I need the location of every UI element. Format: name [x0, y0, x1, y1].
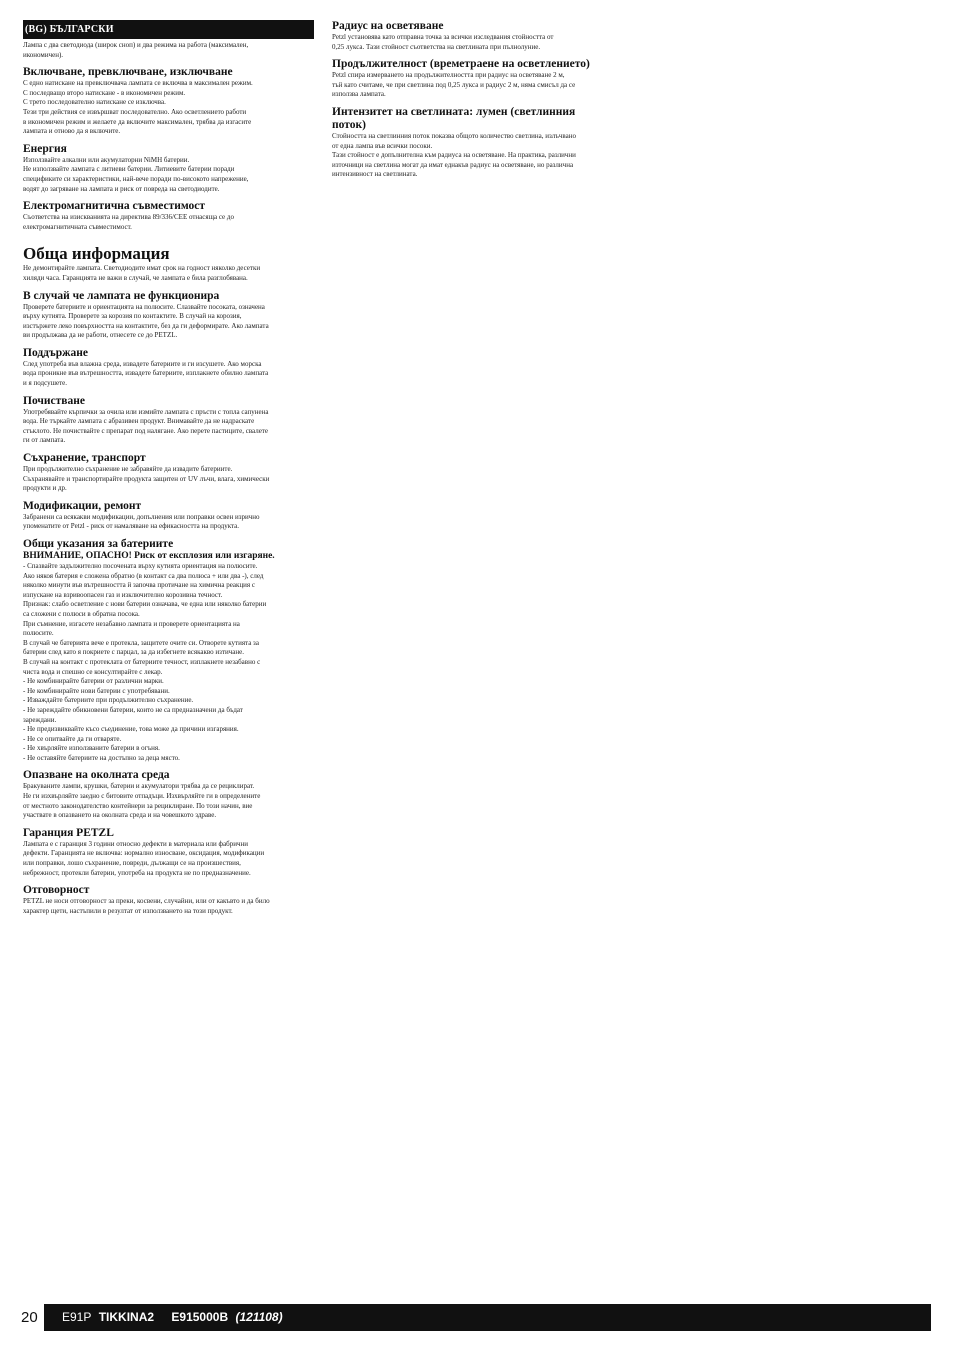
section-text-line: Проверете батериите и ориентацията на полюсите. Слазвайте посоката, означена	[23, 302, 265, 311]
section	[23, 452, 314, 494]
section-text-line: Не използвайте лампата с литиеви батерии. Литиевите батерии поради	[23, 165, 235, 174]
section-text-line: 0,25 лукса. Тази стойност съответства на светлината при пълнолуние.	[332, 42, 541, 51]
section-text-line: небрежност, протекли батерии, употреба на продукта не по предназначение.	[23, 868, 251, 877]
section-heading: Почистване	[23, 394, 85, 407]
product-model: TIKKINA2	[98, 1310, 155, 1324]
section-text-line: и я подсушете.	[23, 379, 67, 388]
section-heading: В случай че лампата не функционира	[23, 289, 220, 302]
section-heading: Съхранение, транспорт	[23, 452, 146, 465]
battery-text-line: В случай че батерията вече е протекла, защитете очите си. Отворете кутията за	[23, 638, 259, 647]
language-label: (BG) БЪЛГАРСКИ	[23, 20, 314, 39]
section-text-line: Употребявайте кърпички за очила или измийте лампата с пръсти с топла сапунена	[23, 407, 269, 416]
section-heading: Гаранция PETZL	[23, 826, 114, 839]
product-code: E91P	[62, 1310, 92, 1324]
section	[332, 20, 624, 52]
section	[23, 500, 314, 532]
general-info-line: хиляди часа. Гаранцията не важи в случай, че лампата е била разглобявана.	[23, 273, 248, 282]
general-sections	[23, 290, 314, 539]
section-text-line: водят до загряване на лампата и риск от повреда на светодиодите.	[23, 184, 220, 193]
page-number: 20	[21, 1309, 38, 1326]
section	[23, 66, 314, 137]
section-text-line: PETZL не носи отговорност за преки, косвени, случайни, или от какъвто и да било	[23, 897, 270, 906]
section-text-line: С едно натискане на превключвача лампата се включва в максимален режим.	[23, 79, 253, 88]
section-heading: Продължителност (времетраене на осветлението)	[332, 58, 590, 71]
section-text-line: лампата и отново да я включите.	[23, 127, 121, 136]
section	[23, 884, 314, 916]
final-sections	[23, 769, 314, 922]
battery-section	[23, 538, 314, 763]
section-text-line: върху кутията. Проверете за корозия по контактите. В случай на корозия,	[23, 312, 242, 321]
battery-text-line: - Не се опитвайте да ги отваряте.	[23, 734, 122, 743]
battery-heading: Общи указания за батериите	[23, 538, 174, 550]
section-heading: Опазване на околната среда	[23, 769, 170, 782]
battery-text-line: - Не предизвиквайте късо съединение, това може да причини изгаряния.	[23, 725, 239, 734]
section-text-line: Забранени са всякакви модификации, допълнения или поправки освен изрично	[23, 512, 260, 521]
section	[23, 347, 314, 389]
section-heading: Отговорност	[23, 884, 90, 897]
section-text-line: стъклото. Не почиствайте с препарат под налягане. Ако перете пастиците, свалете	[23, 426, 268, 435]
battery-text-line: - Не комбинирайте нови батерии с употребявани.	[23, 686, 170, 695]
intro-line: икономичен).	[23, 50, 64, 59]
section-heading: Поддържане	[23, 346, 88, 359]
section-text-line: тъй като считаме, че при светлина под 0,25 лукса и радиус 2 м, няма смисъл да се	[332, 80, 576, 89]
battery-text-line: - Не оставяйте батериите на достъпно за деца място.	[23, 753, 180, 762]
general-info-line: Не демонтирайте лампата. Светодиодите имат срок на годност няколко десетки	[23, 264, 261, 273]
intro-text	[23, 41, 314, 60]
battery-text-line: - Не зареждайте обикновени батерии, които не са предназначени да бъдат	[23, 705, 243, 714]
left-sections	[23, 66, 314, 238]
section	[23, 290, 314, 341]
section-text-line: Съответства на изискванията на директива 89/336/CEE отнасяща се до	[23, 213, 234, 222]
section-heading: Радиус на осветяване	[332, 20, 444, 32]
battery-text-line: При съмнение, изгасете незабавно лампата и проверете ориентацията на	[23, 619, 240, 628]
intro-line: Лампа с два светодиода (широк сноп) и два режима на работа (максимален,	[23, 41, 249, 49]
battery-text-line: са сложени с полюси в обратна посока.	[23, 609, 140, 618]
section-text-line: участвате в опазването на околната среда и на човешкото здраве.	[23, 811, 217, 820]
section-text-line: Съхранявайте и транспортирайте продукта защитен от UV лъчи, влага, химически	[23, 474, 270, 483]
section-text-line: в икономичен режим и желаете да включите максимален, трябва да изгасите	[23, 117, 252, 126]
section-heading: Включване, превключване, изключване	[23, 66, 233, 79]
section	[23, 769, 314, 820]
section-text-line: С последващо второ натискане - в икономичен режим.	[23, 88, 186, 97]
document-reference: E915000B	[171, 1310, 229, 1324]
section-heading: Интензитет на светлината: лумен (светлинния	[332, 105, 576, 118]
battery-text-line: - Не хвърляйте използваните батерии в огъня.	[23, 744, 160, 753]
battery-text-line: полюсите.	[23, 629, 54, 638]
section-text-line: ги от лампата.	[23, 436, 66, 445]
battery-text-line: - Не комбинирайте батерии от различни марки.	[23, 677, 164, 686]
section-text-line: ви продължава да не работи, отнесете се до PETZL.	[23, 331, 178, 340]
section	[23, 827, 314, 878]
section	[332, 106, 624, 180]
battery-text-line: изпускане на взривоопасен газ и изключително корозивна течност.	[23, 590, 223, 599]
section-heading: поток)	[332, 118, 366, 131]
section-text-line: Лампата е с гаранция 3 години относно дефекти в материала или фабрични	[23, 839, 249, 848]
battery-text-line: зареждани.	[23, 715, 57, 724]
battery-text-line: Признак: слабо осветление с нови батерии означава, че една или няколко батерии	[23, 600, 267, 609]
battery-warning: ВНИМАНИЕ, ОПАСНО! Риск от експлозия или изгаряне.	[23, 551, 275, 561]
section-text-line: характер щети, настъпили в резултат от използването на този продукт.	[23, 906, 233, 915]
battery-text-line: батерии след като я покриете с парцал, за да избегнете всякакво изтичане.	[23, 648, 244, 657]
section	[23, 143, 314, 194]
section-text-line: използва лампата.	[332, 90, 386, 99]
section-text-line: спецификите си характеристики, най-вече поради по-високото напрежение,	[23, 174, 249, 183]
right-column	[332, 20, 624, 186]
section-text-line: упоменатите от Petzl - риск от намаляване на ефикасността на продукта.	[23, 522, 240, 531]
section-text-line: продукти и др.	[23, 484, 67, 493]
section-text-line: Petzl установява като отправна точка за всички изследвания стойността от	[332, 33, 554, 41]
battery-lines	[23, 562, 314, 763]
section-text-line: вода проникне във вътрешността, извадете батериите, изплакнете обилно лампата	[23, 369, 269, 378]
right-sections	[332, 20, 624, 186]
section-text-line: интензивност на светлината.	[332, 170, 418, 179]
section-text-line: При продължително съхранение не забравяйте да извадите батериите.	[23, 465, 233, 474]
section-text-line: вода. Не търкайте лампата с абразивен продукт. Внимавайте да не надраскате	[23, 417, 255, 426]
section-text-line: дефекти. Гаранцията не включва: нормално износване, оксидация, модификации	[23, 849, 265, 858]
page-footer	[0, 1304, 954, 1331]
document-date: (121108)	[235, 1310, 283, 1324]
battery-text-line: - Изваждайте батериите при продължително съхранение.	[23, 696, 194, 705]
battery-text-line: Ако някоя батерия е сложена обратно (в контакт са два полюса + или два -), след	[23, 571, 264, 580]
section-text-line: от местното законодателство контейнери за рециклиране. По този начин, вие	[23, 801, 253, 810]
left-column	[23, 20, 314, 922]
section	[332, 58, 624, 100]
general-info-heading: Обща информация	[23, 244, 170, 264]
section-text-line: Тази стойност е допълнителна към радиуса на осветяване. На практика, различни	[332, 151, 576, 160]
section-text-line: Тези три действия се извършват последователно. Ако осветлението работи	[23, 107, 247, 116]
battery-text-line: - Спазвайте задължително посочената върху кутията ориентация на полюсите.	[23, 562, 258, 570]
general-info	[23, 244, 314, 283]
section	[23, 200, 314, 232]
section-text-line: електромагнитичната съвместимост.	[23, 222, 132, 231]
section-text-line: Не ги изхвърляйте заедно с битовите отпадъци. Изхвърляйте ги в определените	[23, 792, 261, 801]
battery-text-line: В случай на контакт с протеклата от батериите течност, изплакнете незабавно с	[23, 657, 261, 666]
section-text-line: Petzl спира измерването на продължителността при радиус на осветяване 2 м,	[332, 71, 565, 80]
section-text-line: Стойността на светлинния поток показва общото количество светлина, излъчвано	[332, 131, 576, 140]
section-text-line: След употреба във влажна среда, извадете батериите и ги изсушете. Ако морска	[23, 359, 262, 368]
section-text-line: Бракуваните лампи, крушки, батерии и акумулатори трябва да се рециклират.	[23, 782, 255, 791]
section-text-line: Използвайте алкални или акумулаторни NiMH батерии.	[23, 155, 190, 164]
section-text-line: изстържете леко повърхността на контактите, без да ги деформирате. Ако лампата	[23, 321, 269, 330]
section-text-line: от една лампа във всички посоки.	[332, 141, 433, 150]
footer-bar	[44, 1304, 931, 1331]
section-heading: Модификации, ремонт	[23, 499, 142, 512]
battery-text-line: чиста вода и спешно се консултирайте с лекар.	[23, 667, 163, 676]
section-text-line: С трето последователно натискане се изключва.	[23, 98, 166, 107]
section-heading: Енергия	[23, 142, 67, 155]
section-text-line: източници на светлина могат да имат еднакъв радиус на осветяване, но различна	[332, 160, 574, 169]
section-heading: Електромагнитична съвместимост	[23, 200, 206, 213]
section-text-line: или поправки, лошо съхранение, повреди, дължащи се на произшествия,	[23, 859, 241, 868]
battery-text-line: няколко минути във вътрешността й започва протичане на химична реакция с	[23, 581, 256, 590]
section	[23, 395, 314, 446]
